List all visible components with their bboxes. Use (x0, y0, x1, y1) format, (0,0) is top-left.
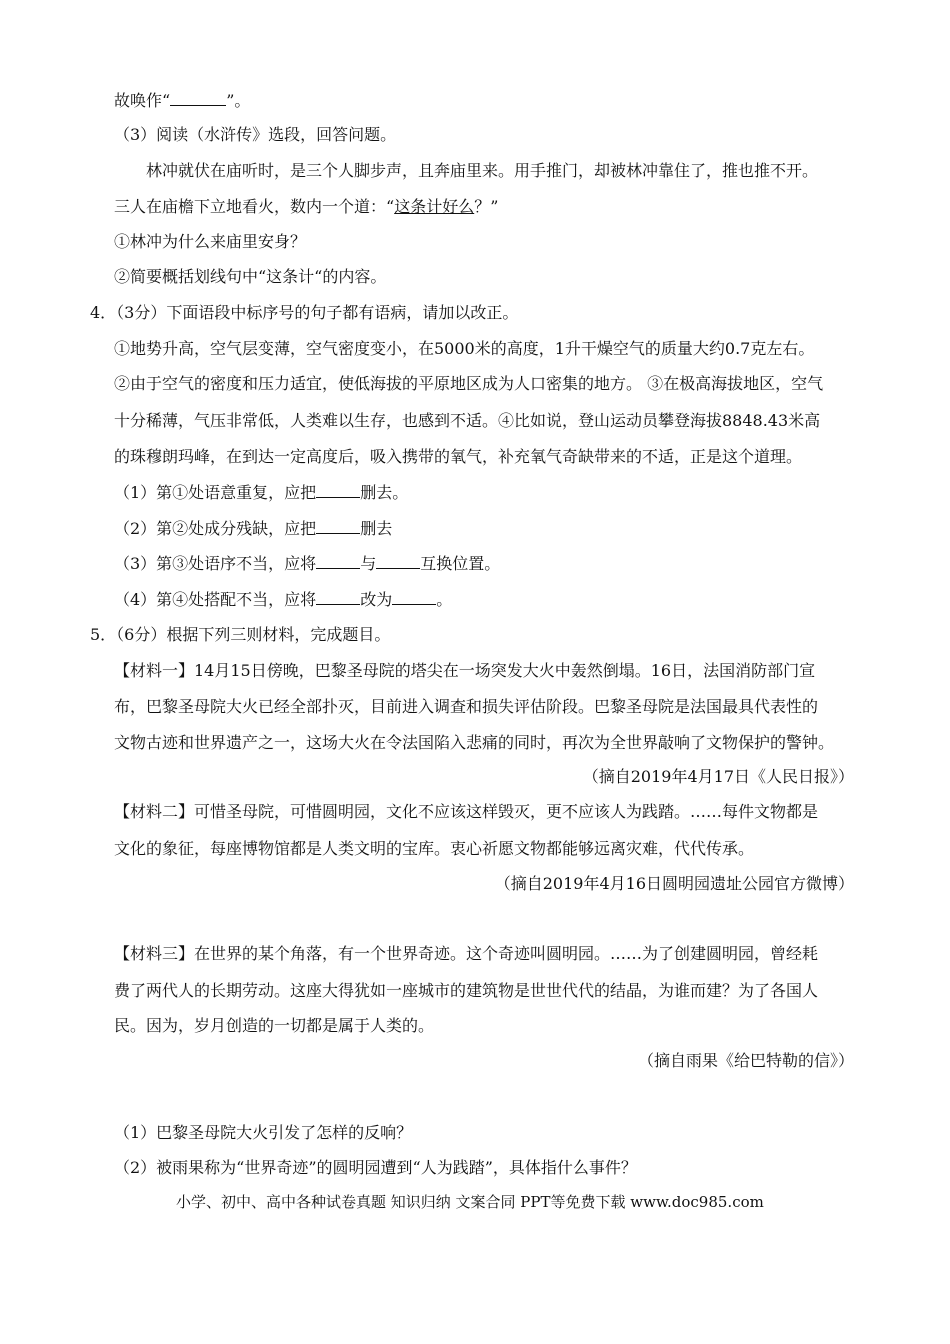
material-1-line: 布，巴黎圣母院大火已经全部扑灭，目前进入调查和损失评估阶段。巴黎圣母院是法国最具代表性的 (114, 697, 819, 716)
text: 改为 (360, 590, 393, 609)
answer-blank (316, 518, 360, 534)
q5-subquestion-1: （1）巴黎圣母院大火引发了怎样的反响？ (114, 1123, 413, 1142)
text: 删去。 (360, 483, 409, 502)
material-1-line: 【材料一】14月15日傍晚，巴黎圣母院的塔尖在一场突发大火中轰然倒塌。16日，法国消防部门宣 (114, 661, 816, 680)
answer-blank (170, 90, 226, 106)
material-3-line: 费了两代人的长期劳动。这座大得犹如一座城市的建筑物是世世代代的结晶，为谁而建？为了各国人 (114, 981, 819, 1000)
passage-line: 林冲就伏在庙听时，是三个人脚步声，且奔庙里来。用手推门，却被林冲靠住了，推也推不开。 (146, 161, 819, 180)
page-footer: 小学、初中、高中各种试卷真题 知识归纳 文案合同 PPT等免费下载 www.doc985.com (176, 1193, 764, 1211)
text: 与 (360, 554, 377, 573)
material-2-line: 【材料二】可惜圣母院，可惜圆明园，文化不应该这样毁灭，更不应该人为践踏。……每件文物都是 (114, 802, 819, 821)
passage-line (114, 197, 498, 217)
answer-blank (316, 589, 360, 605)
q4-paragraph-line: 的珠穆朗玛峰，在到达一定高度后，吸入携带的氧气，补充氧气奇缺带来的不适，正是这个道理。 (114, 447, 803, 466)
question-item: ①林冲为什么来庙里安身？ (114, 232, 307, 251)
material-3-line: 民。因为，岁月创造的一切都是属于人类的。 (114, 1016, 435, 1035)
q4-subquestion-4 (114, 589, 452, 610)
text: 删去 (360, 519, 393, 538)
q4-paragraph-line: ①地势升高，空气层变薄，空气密度变小，在5000米的高度，1升干燥空气的质量大约0.7克左右。 (114, 339, 815, 358)
q4-paragraph-line: ②由于空气的密度和压力适宜，使低海拔的平原地区成为人口密集的地方。 ③在极高海拔地区，空气 (114, 374, 824, 393)
q4-subquestion-1 (114, 482, 408, 503)
q3-sub3-title: （3）阅读（水浒传》选段，回答问题。 (114, 125, 397, 144)
answer-blank (316, 482, 360, 498)
text: （4）第④处搭配不当，应将 (114, 590, 317, 609)
q5-title: 5．（6分）根据下列三则材料，完成题目。 (90, 625, 391, 644)
material-2-line: 文化的象征，每座博物馆都是人类文明的宝库。衷心祈愿文物都能够远离灾难，代代传承。 (114, 839, 755, 858)
text: （1）第①处语意重复，应把 (114, 483, 317, 502)
material-1-source: （摘自2019年4月17日《人民日报》） (582, 767, 854, 786)
text: 故唤作“ (114, 91, 171, 110)
text: （2）第②处成分残缺，应把 (114, 519, 317, 538)
material-1-line: 文物古迹和世界遗产之一，这场大火在令法国陷入悲痛的同时，再次为全世界敲响了文物保护的警钟。 (114, 733, 835, 752)
material-3-line: 【材料三】在世界的某个角落，有一个世界奇迹。这个奇迹叫圆明园。……为了创建圆明园，曾经耗 (114, 944, 819, 963)
text: 三人在庙檐下立地看火，数内一个道：“ (114, 197, 395, 216)
q5-subquestion-2: （2）被雨果称为“世界奇迹”的圆明园遭到“人为践踏”，具体指什么事件？ (114, 1158, 637, 1177)
underlined-sentence: 这条计好么 (394, 197, 475, 216)
q3-line-answer (114, 90, 250, 111)
text: ”。 (226, 91, 251, 110)
q4-subquestion-2 (114, 518, 392, 539)
text: 。 (436, 590, 453, 609)
text: （3）第③处语序不当，应将 (114, 554, 317, 573)
answer-blank (392, 589, 436, 605)
question-item: ②简要概括划线句中“这条计“的内容。 (114, 267, 387, 286)
q4-subquestion-3 (114, 553, 500, 574)
answer-blank (316, 553, 360, 569)
material-2-source: （摘自2019年4月16日圆明园遗址公园官方微博） (494, 874, 854, 893)
text: ？” (474, 197, 499, 216)
q4-paragraph-line: 十分稀薄，气压非常低，人类难以生存，也感到不适。④比如说，登山运动员攀登海拔8848.43米高 (114, 411, 821, 430)
answer-blank (376, 553, 420, 569)
q4-title: 4．（3分）下面语段中标序号的句子都有语病，请加以改正。 (90, 303, 519, 322)
material-3-source: （摘自雨果《给巴特勒的信》） (637, 1051, 854, 1070)
text: 互换位置。 (420, 554, 501, 573)
